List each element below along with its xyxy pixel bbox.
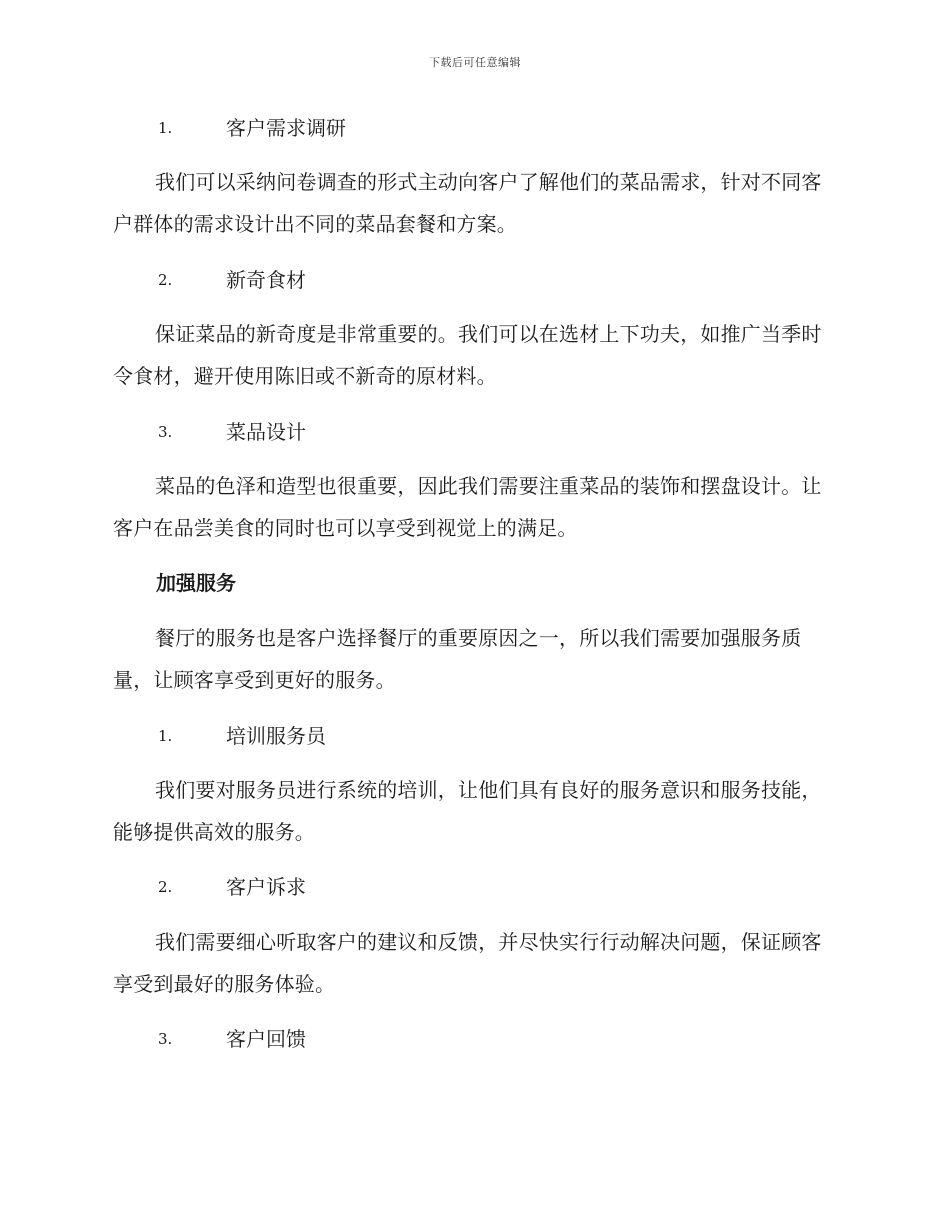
paragraph: 我们需要细心听取客户的建议和反馈，并尽快实行行动解决问题，保证顾客享受到最好的服务体验。 <box>113 930 822 996</box>
page-header: 下载后可任意编辑 <box>429 56 521 69</box>
numbered-heading <box>158 873 306 901</box>
heading-number: 3. <box>158 423 173 441</box>
paragraph: 餐厅的服务也是客户选择餐厅的重要原因之一，所以我们需要加强服务质量，让顾客享受到更好的服务。 <box>113 626 802 692</box>
heading-title: 客户诉求 <box>226 875 306 899</box>
numbered-heading <box>158 114 346 142</box>
heading-number: 2. <box>158 878 173 896</box>
paragraph: 我们要对服务员进行系统的培训，让他们具有良好的服务意识和服务技能，能够提供高效的服务。 <box>113 778 822 844</box>
heading-number: 1. <box>158 119 173 137</box>
heading-title: 菜品设计 <box>226 420 306 444</box>
heading-number: 3. <box>158 1030 173 1048</box>
paragraph: 保证菜品的新奇度是非常重要的。我们可以在选材上下功夫，如推广当季时令食材，避开使用陈旧或不新奇的原材料。 <box>113 322 822 388</box>
paragraph: 菜品的色泽和造型也很重要，因此我们需要注重菜品的装饰和摆盘设计。让客户在品尝美食的同时也可以享受到视觉上的满足。 <box>113 474 822 540</box>
section-title: 加强服务 <box>156 571 236 595</box>
heading-title: 客户回馈 <box>226 1027 306 1051</box>
numbered-heading <box>158 722 326 750</box>
heading-number: 1. <box>158 727 173 745</box>
numbered-heading <box>158 1025 306 1053</box>
heading-title: 新奇食材 <box>226 268 306 292</box>
heading-title: 客户需求调研 <box>226 116 346 140</box>
paragraph: 我们可以采纳问卷调查的形式主动向客户了解他们的菜品需求，针对不同客户群体的需求设计出不同的菜品套餐和方案。 <box>113 170 822 236</box>
numbered-heading <box>158 418 306 446</box>
heading-number: 2. <box>158 271 173 289</box>
numbered-heading <box>158 266 306 294</box>
heading-title: 培训服务员 <box>226 724 326 748</box>
